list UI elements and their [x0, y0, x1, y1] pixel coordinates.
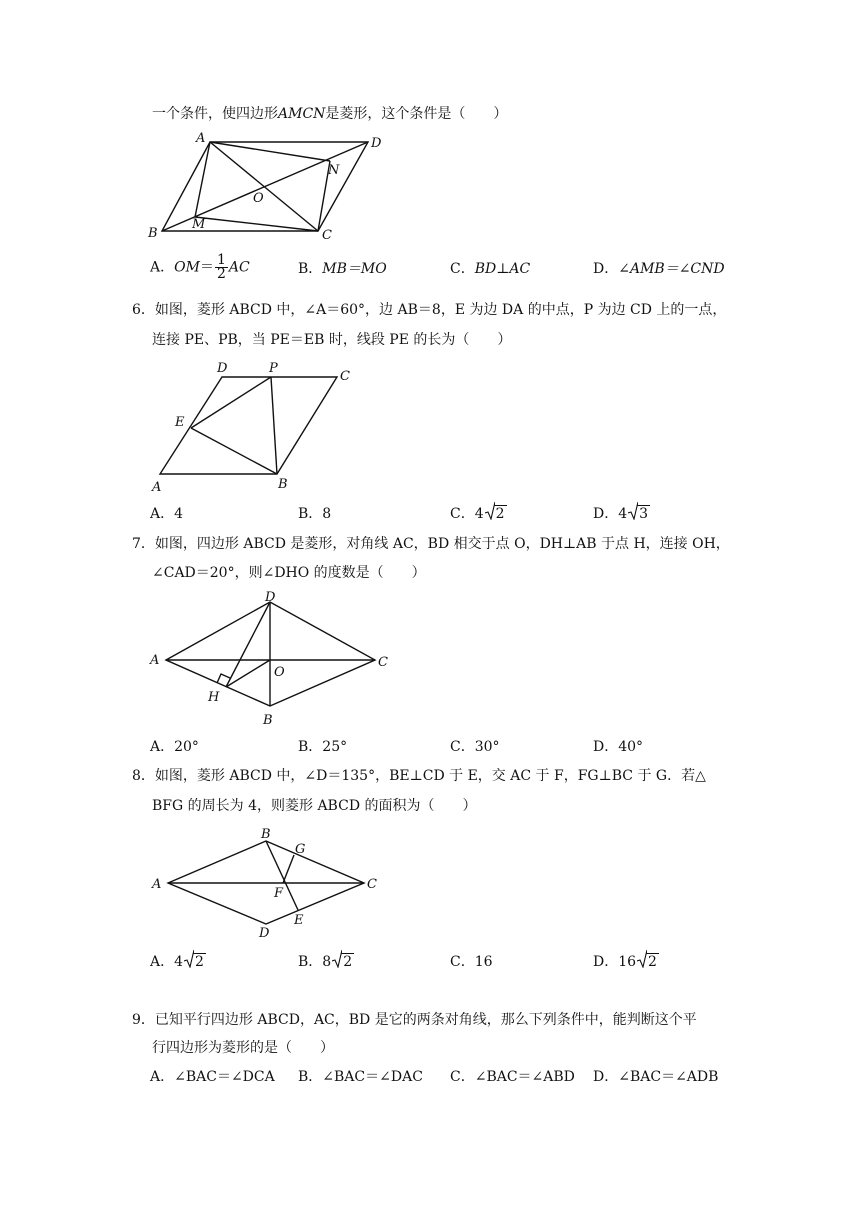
q7-label-h: H [208, 690, 220, 705]
q8-option-d[interactable] [593, 951, 659, 973]
sqrt-sign [628, 503, 650, 525]
q9-stem-line2: 行四边形为菱形的是（ ） [152, 1040, 334, 1056]
radical-icon [184, 950, 194, 968]
q8-label-f: F [274, 886, 284, 901]
q7-label-b: B [263, 713, 273, 728]
q7-option-b[interactable]: B．25° [298, 739, 348, 755]
q8-figure [140, 822, 400, 946]
q7-label-d: D [265, 590, 276, 605]
q5-option-b-text: MB＝MO [322, 261, 387, 277]
q9-option-a[interactable]: A．∠BAC＝∠DCA [150, 1069, 275, 1085]
q8-label-c: C [367, 877, 377, 892]
radical-icon [332, 950, 342, 968]
q5-label-b: B [148, 226, 158, 241]
q6-label-e: E [175, 415, 185, 430]
q5-option-c[interactable] [450, 258, 530, 280]
q7-stem-line1: 7．如图，四边形 ABCD 是菱形，对角线 AC，BD 相交于点 O，DH⊥AB 于点 H，连接 OH， [132, 536, 730, 552]
radicand: 3 [639, 506, 649, 522]
sqrt-sign [637, 951, 659, 973]
q8-option-b-prefix: B．8 [298, 954, 332, 970]
q5-option-d-text: ∠AMB＝∠CND [618, 261, 725, 277]
fraction-numerator: 1 [216, 252, 226, 268]
q6-label-p: P [269, 361, 278, 376]
q8-option-d-prefix: D．16 [593, 954, 637, 970]
q8-option-a-prefix: A．4 [150, 954, 184, 970]
q8-stem-line2: BFG 的周长为 4，则菱形 ABCD 的面积为（ ） [152, 798, 477, 814]
q8-label-b: B [261, 827, 271, 842]
q5-label-m: M [192, 217, 206, 232]
q5-stem-var: AMCN [278, 106, 326, 122]
radical-icon [628, 502, 638, 520]
q5-option-d[interactable] [593, 258, 725, 280]
sqrt-sign [332, 951, 354, 973]
q5-option-c-text: BD⊥AC [474, 261, 531, 277]
radical-icon [485, 502, 495, 520]
fraction-denominator: 2 [216, 266, 226, 282]
q8-label-g: G [295, 842, 306, 857]
q5-figure [140, 128, 400, 244]
sqrt-sign [485, 503, 507, 525]
q8-seg-fg [283, 855, 294, 883]
q9-stem-line1: 9．已知平行四边形 ABCD，AC，BD 是它的两条对角线，那么下列条件中，能判断这个平 [132, 1012, 697, 1028]
q6-option-d[interactable] [593, 503, 650, 525]
q6-label-c: C [340, 369, 350, 384]
q7-label-a: A [150, 653, 160, 668]
q6-label-b: B [278, 477, 288, 492]
q8-label-d: D [259, 926, 270, 941]
q9-option-d[interactable]: D．∠BAC＝∠ADB [593, 1069, 719, 1085]
q5-seg-mc [195, 217, 318, 231]
radicand: 2 [648, 954, 657, 970]
q7-stem-line2: ∠CAD＝20°，则∠DHO 的度数是（ ） [152, 565, 426, 581]
q8-label-a: A [152, 877, 162, 892]
q5-option-b[interactable] [298, 258, 387, 280]
q5-seg-an [210, 142, 330, 161]
q6-option-d-prefix: D．4 [593, 506, 628, 522]
q6-figure [140, 358, 380, 498]
q5-seg-am [195, 142, 210, 217]
q5-label-d: D [371, 136, 382, 151]
radical-icon [637, 950, 647, 968]
q5-stem-suffix: 是菱形，这个条件是（ ） [325, 106, 508, 122]
q6-label-d: D [217, 361, 228, 376]
q8-stem-line1: 8．如图，菱形 ABCD 中，∠D＝135°，BE⊥CD 于 E，交 AC 于 F，FG⊥BC 于 G．若△ [132, 768, 706, 784]
q6-option-c-prefix: C．4 [450, 506, 484, 522]
q5-stem-prefix: 一个条件，使四边形 [152, 106, 278, 122]
q5-label-o: O [253, 191, 264, 206]
q7-label-o: O [274, 665, 285, 680]
q8-option-a[interactable] [150, 951, 206, 973]
radicand: 2 [343, 954, 353, 970]
q6-stem-line1: 6．如图，菱形 ABCD 中，∠A＝60°，边 AB＝8，E 为边 DA 的中点，P 为边 CD 上的一点， [132, 302, 727, 318]
q8-option-b[interactable] [298, 951, 354, 973]
q6-seg-eb [191, 428, 277, 474]
q9-option-b[interactable]: B．∠BAC＝∠DAC [298, 1069, 423, 1085]
sqrt-sign [184, 951, 206, 973]
q5-label-c: C [322, 228, 332, 243]
q6-option-c[interactable] [450, 503, 507, 525]
q7-label-c: C [378, 655, 388, 670]
q6-label-a: A [152, 480, 162, 495]
q5-label-n: N [328, 163, 340, 178]
q7-option-d[interactable]: D．40° [593, 739, 644, 755]
q5-option-a-eq: ＝ [199, 259, 214, 276]
q5-option-b-prefix: B． [298, 261, 323, 277]
q6-seg-pe [191, 377, 271, 428]
q5-option-a-lhs: OM [174, 259, 200, 276]
q5-option-a-prefix: A． [150, 259, 175, 276]
q5-option-a-rhs: AC [228, 259, 250, 276]
q7-figure [140, 588, 400, 730]
q7-option-a[interactable]: A．20° [150, 739, 199, 755]
q6-option-b[interactable]: B．8 [298, 506, 332, 522]
q8-label-e: E [294, 913, 304, 928]
q6-stem-line2: 连接 PE、PB，当 PE＝EB 时，线段 PE 的长为（ ） [152, 332, 512, 348]
q8-option-c[interactable]: C．16 [450, 954, 493, 970]
q5-option-c-prefix: C． [450, 261, 475, 277]
radicand: 2 [195, 954, 204, 970]
q7-option-c[interactable]: C．30° [450, 739, 500, 755]
q5-label-a: A [196, 131, 206, 146]
q6-option-a[interactable]: A．4 [150, 506, 184, 522]
q6-seg-pb [271, 377, 277, 474]
q5-option-a[interactable] [150, 254, 250, 281]
q5-stem [152, 104, 507, 124]
q9-option-c[interactable]: C．∠BAC＝∠ABD [450, 1069, 575, 1085]
radicand: 2 [495, 506, 505, 522]
q5-option-a-fraction [215, 254, 228, 281]
q5-option-d-prefix: D． [593, 261, 619, 277]
